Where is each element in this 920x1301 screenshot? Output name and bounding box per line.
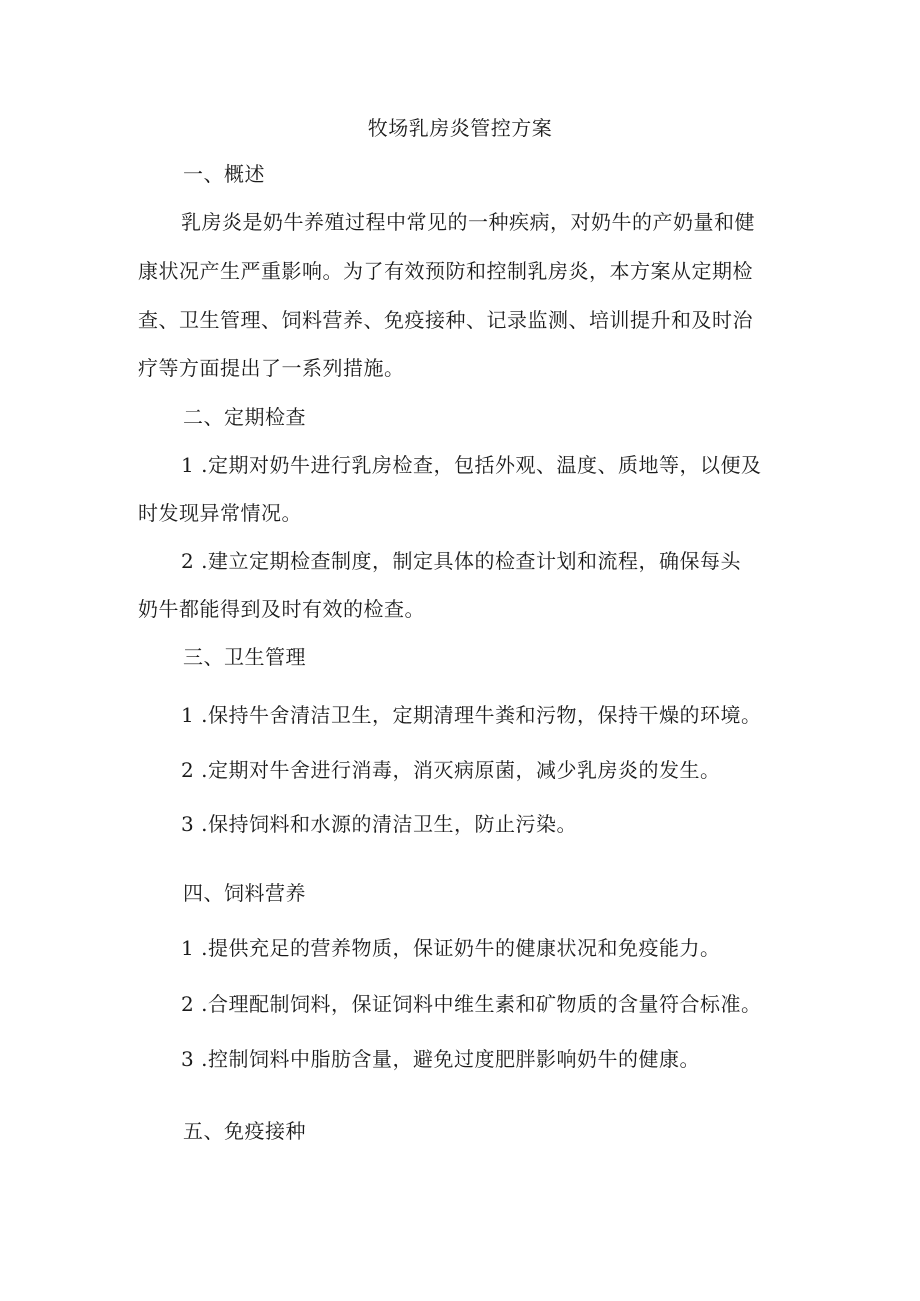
list-item-continuation: 奶牛都能得到及时有效的检查。 xyxy=(138,597,425,621)
paragraph-line: 乳房炎是奶牛养殖过程中常见的一种疾病，对奶牛的产奶量和健 xyxy=(181,210,755,234)
page-title: 牧场乳房炎管控方案 xyxy=(367,116,553,140)
section-heading-feed-nutrition: 四、饲料营养 xyxy=(183,881,306,905)
list-item-continuation: 时发现异常情况。 xyxy=(138,501,302,525)
section-heading-hygiene-management: 三、卫生管理 xyxy=(183,645,306,669)
paragraph-line: 疗等方面提出了一系列措施。 xyxy=(138,356,405,380)
list-item: 1 .保持牛舍清洁卫生，定期清理牛粪和污物，保持干燥的环境。 xyxy=(181,703,762,727)
list-item: 1 .定期对奶牛进行乳房检查，包括外观、温度、质地等，以便及 xyxy=(181,453,762,477)
paragraph-line: 康状况产生严重影响。为了有效预防和控制乳房炎，本方案从定期检 xyxy=(138,259,753,283)
list-item: 3 .保持饲料和水源的清洁卫生，防止污染。 xyxy=(181,812,577,836)
list-item: 2 .建立定期检查制度，制定具体的检查计划和流程，确保每头 xyxy=(181,549,741,573)
list-item: 2 .定期对牛舍进行消毒，消灭病原菌，减少乳房炎的发生。 xyxy=(181,758,721,782)
list-item: 3 .控制饲料中脂肪含量，避免过度肥胖影响奶牛的健康。 xyxy=(181,1047,700,1071)
paragraph-line: 查、卫生管理、饲料营养、免疫接种、记录监测、培训提升和及时治 xyxy=(138,308,753,332)
section-heading-regular-inspection: 二、定期检查 xyxy=(183,405,306,429)
section-heading-overview: 一、概述 xyxy=(183,162,265,186)
section-heading-vaccination: 五、免疫接种 xyxy=(183,1119,306,1143)
list-item: 2 .合理配制饲料，保证饲料中维生素和矿物质的含量符合标准。 xyxy=(181,992,762,1016)
list-item: 1 .提供充足的营养物质，保证奶牛的健康状况和免疫能力。 xyxy=(181,936,721,960)
